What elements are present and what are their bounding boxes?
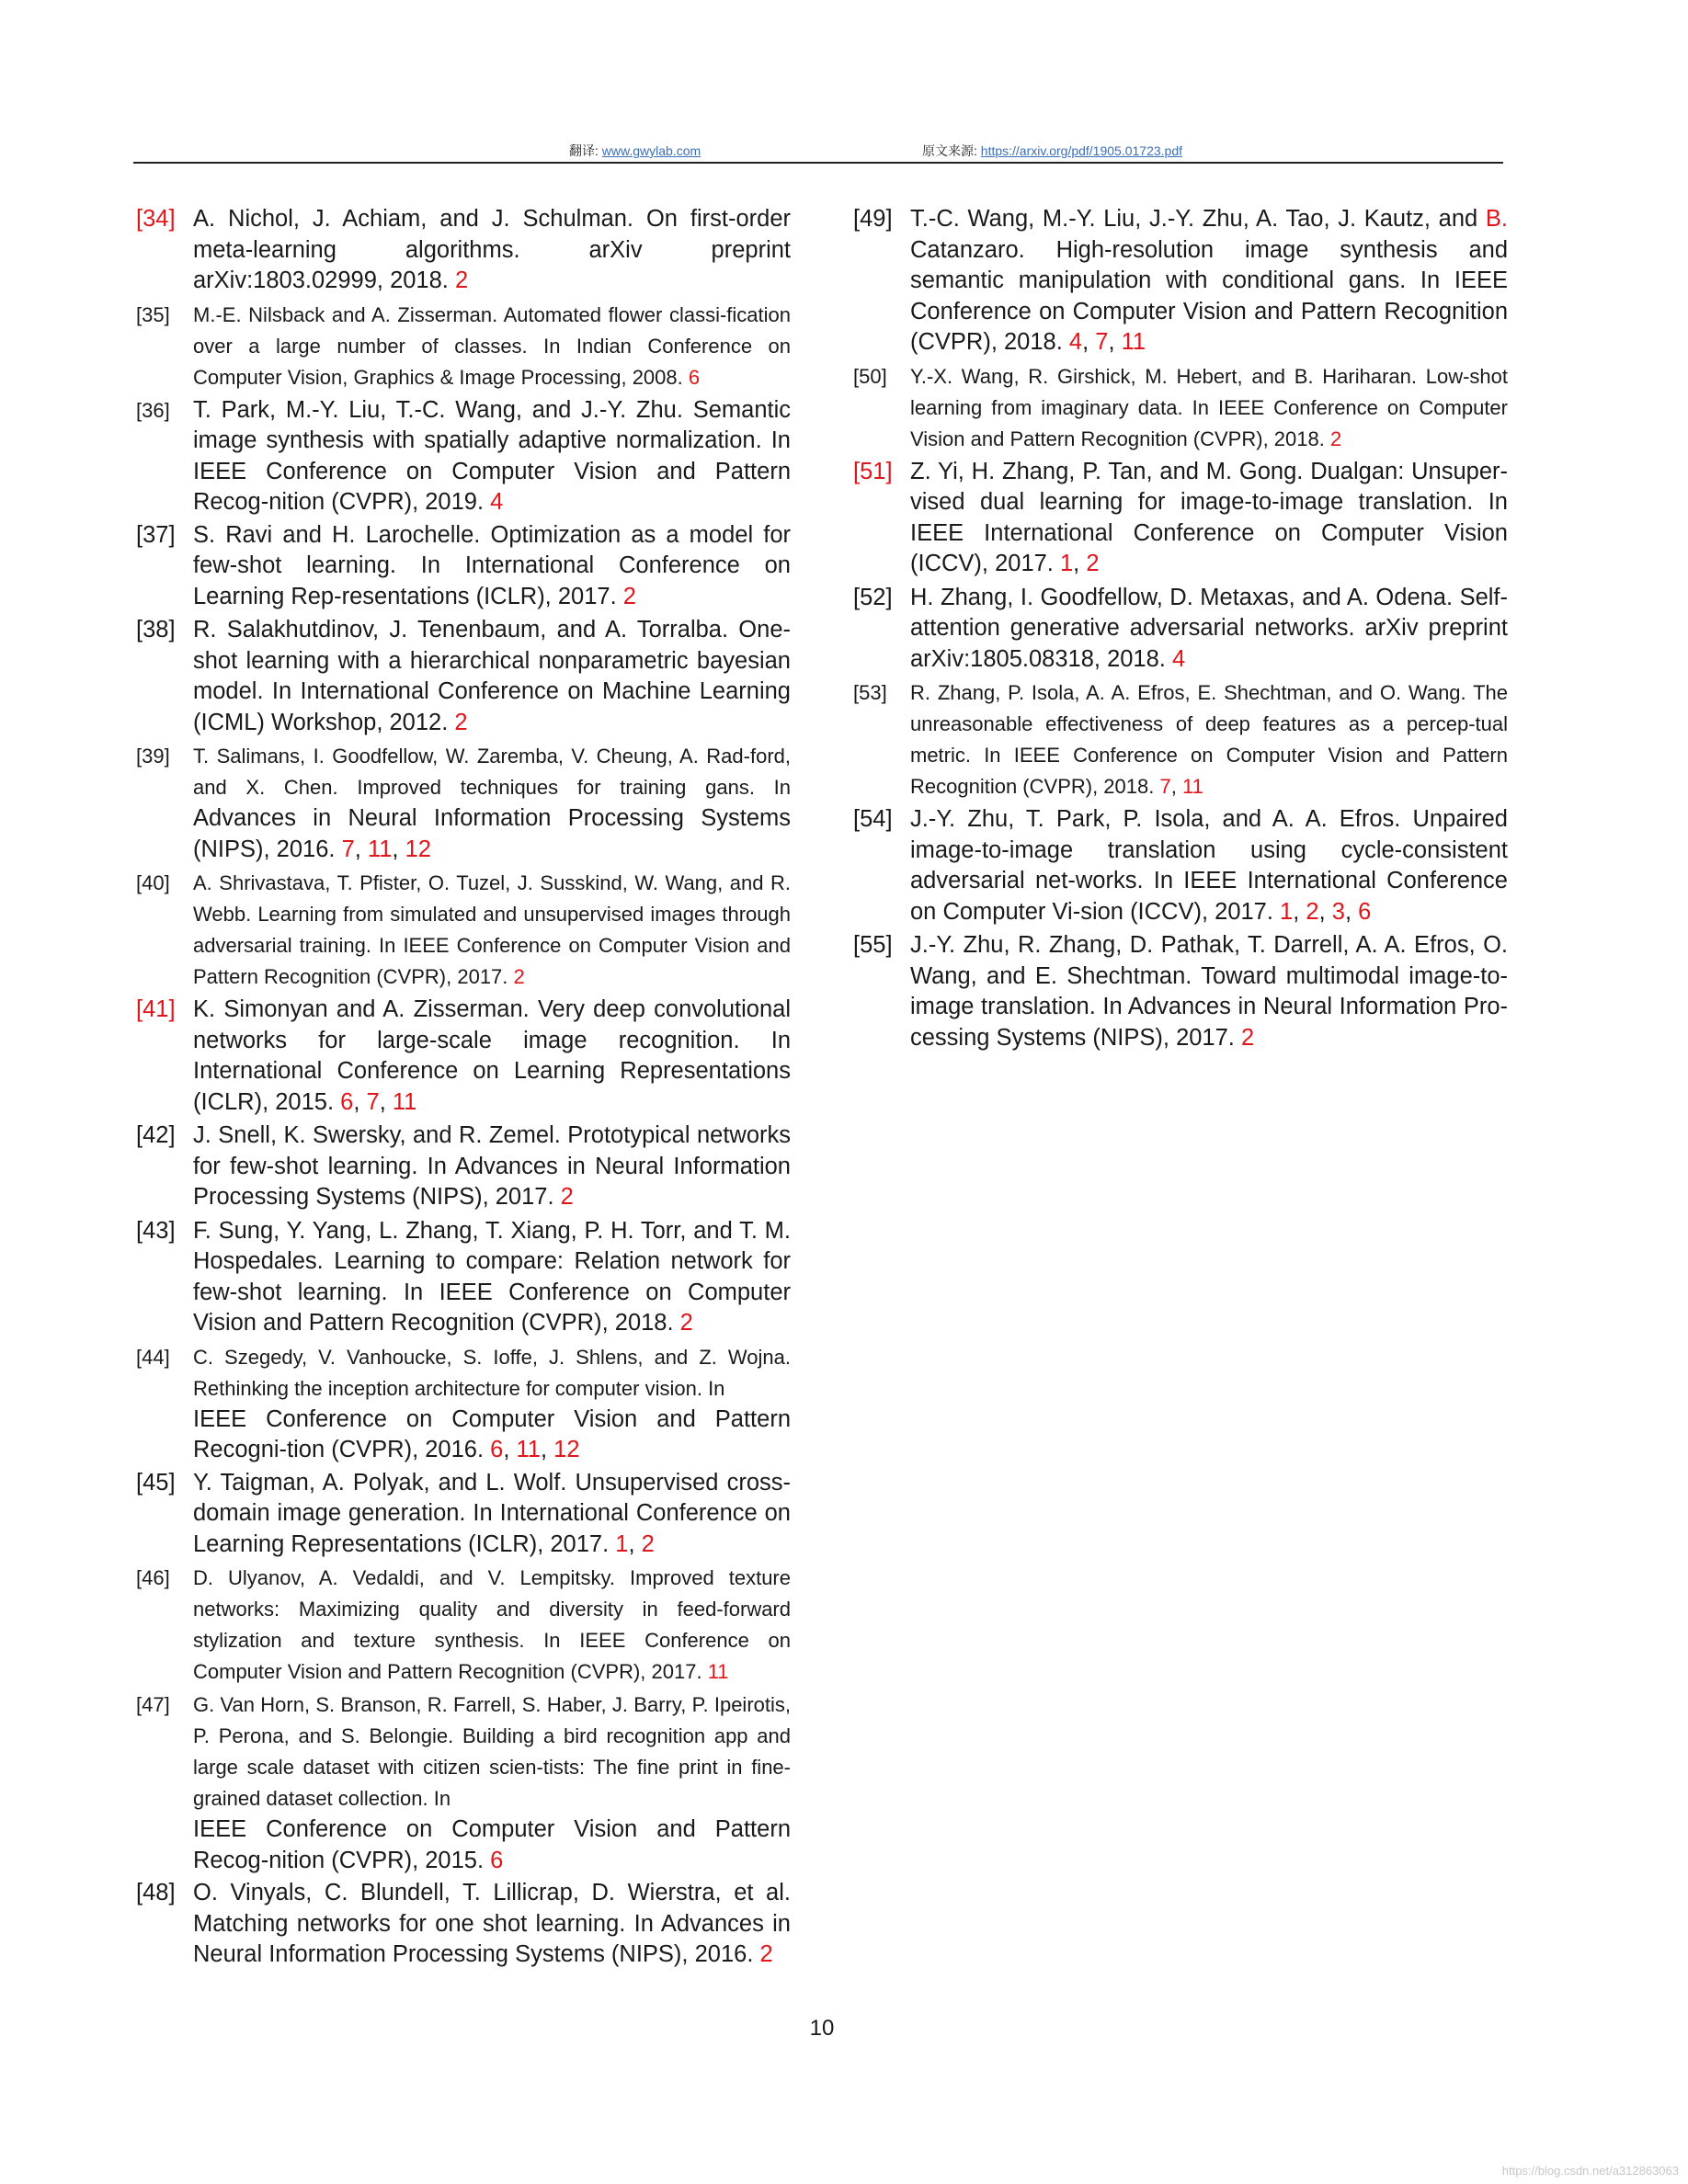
reference-text: J.-Y. Zhu, R. Zhang, D. Pathak, T. Darrell, A. A. Efros, O. Wang, and E. Shechtman. Toward multimodal image-to-image translation. In Advances in Neural Information Pro-cessing Systems (NIPS), 2017. (910, 932, 1508, 1051)
reference-number: [37] (136, 521, 176, 548)
reference-48 (136, 1878, 791, 1971)
reference-text: R. Zhang, P. Isola, A. A. Efros, E. Shechtman, and O. Wang. The unreasonable effectiveness of deep features as a percep-tual metric. In IEEE Conference on Computer Vision and Pattern Recognition (CVPR), 2018. (910, 681, 1508, 798)
backref-link[interactable]: 7 (341, 836, 355, 862)
reference-number: [45] (136, 1469, 176, 1496)
reference-text: M.-E. Nilsback and A. Zisserman. Automated flower classi-fication over a large number of classes. In Indian Conference on Computer Vision, Graphics & Image Processing, 2008. (193, 302, 791, 389)
backref-link[interactable]: 2 (1329, 427, 1342, 450)
reference-text: G. Van Horn, S. Branson, R. Farrell, S. Haber, J. Barry, P. Ipeirotis, P. Perona, and S. Belongie. Building a bird recognition app and large scale dataset with citizen scien-tists: The fine print in fine-grained dataset collection. In (193, 1693, 791, 1810)
source-credit (922, 142, 1182, 160)
source-link[interactable]: https://arxiv.org/pdf/1905.01723.pdf (980, 143, 1183, 158)
backref-link[interactable]: 11 (516, 1437, 541, 1462)
backref-link[interactable]: 11 (367, 836, 393, 862)
backref-link[interactable]: 6 (340, 1088, 354, 1115)
backref-pages: 1, 2, 3, 6 (1280, 898, 1372, 925)
reference-number: [39] (136, 745, 170, 768)
reference-45 (136, 1468, 791, 1561)
backref-link[interactable]: 2 (454, 709, 468, 735)
reference-text: Y. Taigman, A. Polyak, and L. Wolf. Unsupervised cross-domain image generation. In International Conference on Learning Representations (ICLR), 2017. (193, 1469, 791, 1557)
reference-40 (136, 868, 791, 993)
backref-link[interactable]: 2 (560, 1184, 574, 1210)
backref-pages (623, 584, 636, 609)
backref-link[interactable]: 7 (1159, 775, 1171, 798)
backref-pages (1330, 427, 1341, 450)
reference-venue (193, 1814, 791, 1876)
backref-pages: 7, 11, 12 (341, 836, 431, 862)
reference-52 (853, 583, 1508, 676)
reference-text: Y.-X. Wang, R. Girshick, M. Hebert, and B. Hariharan. Low-shot learning from imaginary data. In IEEE Conference on Computer Vision and Pattern Recognition (CVPR), 2018. (910, 364, 1508, 450)
backref-link[interactable]: 2 (1240, 1024, 1255, 1051)
reference-number: [44] (136, 1345, 170, 1369)
reference-50 (853, 361, 1508, 455)
translation-credit (569, 142, 701, 160)
reference-54 (853, 804, 1508, 927)
reference-number: [46] (136, 1566, 170, 1589)
reference-43 (136, 1216, 791, 1339)
backref-pages (689, 366, 700, 389)
reference-number: [42] (136, 1122, 176, 1148)
reference-37 (136, 520, 791, 613)
backref-link[interactable]: 6 (688, 365, 701, 389)
reference-number: [54] (853, 806, 893, 832)
reference-venue: IEEE Conference on Computer Vision and Pattern Recog-nition (CVPR), 2019. (193, 458, 791, 515)
reference-text: J.-Y. Zhu, T. Park, P. Isola, and A. A. Efros. Unpaired image-to-image translation using cycle-consistent adversarial net-works. In IEEE International Conference on Computer Vi-sion (ICCV), 2017. (910, 806, 1508, 925)
watermark: https://blog.csdn.net/a312863063 (1501, 2164, 1679, 2178)
reference-46 (136, 1563, 791, 1688)
backref-pages (760, 1941, 773, 1967)
reference-number: [43] (136, 1217, 176, 1244)
reference-49 (853, 204, 1508, 358)
backref-link[interactable]: 2 (454, 267, 469, 293)
backref-pages (680, 1310, 693, 1336)
reference-venue-text: Advances in Neural Information Processing Systems (NIPS), 2016. (193, 805, 791, 862)
reference-number: [36] (136, 398, 170, 422)
references-left-column (136, 204, 791, 1974)
backref-link[interactable]: 12 (405, 836, 431, 862)
reference-text-continued: Catanzaro. High-resolution image synthesis and semantic manipulation with conditional gans. In IEEE Conference on Computer Vision and Pattern Recognition (CVPR), 2018. (910, 236, 1508, 355)
reference-number: [40] (136, 871, 170, 894)
backref-pages (561, 1184, 574, 1210)
backref-link[interactable]: 11 (392, 1088, 417, 1115)
reference-text: F. Sung, Y. Yang, L. Zhang, T. Xiang, P. H. Torr, and T. M. Hospedales. Learning to compare: Relation network for few-shot learning. In IEEE Conference on Computer Vision and Pattern Recognition (CVPR), 2018. (193, 1217, 791, 1336)
reference-text: R. Salakhutdinov, J. Tenenbaum, and A. Torralba. One-shot learning with a hierarchical nonparametric bayesian model. In International Conference on Machine Learning (ICML) Workshop, 2012. (193, 617, 791, 735)
reference-venue (193, 1405, 791, 1466)
reference-text: A. Nichol, J. Achiam, and J. Schulman. On first-order meta-learning algorithms. arXiv preprint arXiv:1803.02999, 2018. (193, 206, 791, 293)
backref-link[interactable]: 7 (366, 1088, 380, 1115)
backref-pages (1241, 1025, 1254, 1051)
backref-pages (455, 267, 468, 293)
backref-link[interactable]: 11 (707, 1660, 729, 1683)
reference-38 (136, 615, 791, 738)
reference-text-part: T. Park, M.-Y. Liu, T.-C. Wang, and J.-Y. Zhu. Semantic image synthesis with spatially adaptive normalization. In (193, 396, 791, 453)
reference-text: T. Salimans, I. Goodfellow, W. Zaremba, V. Cheung, A. Rad-ford, and X. Chen. Improved techniques for training gans. In (193, 745, 791, 799)
reference-number: [52] (853, 584, 893, 610)
reference-text: J. Snell, K. Swersky, and R. Zemel. Prototypical networks for few-shot learning. In Advances in Neural Information Processing Systems (NIPS), 2017. (193, 1122, 791, 1210)
reference-number[interactable]: [41] (136, 996, 176, 1022)
backref-link[interactable]: 4 (490, 489, 504, 515)
backref-pages: 1, 2 (615, 1530, 655, 1557)
backref-link[interactable]: 4 (1171, 645, 1186, 672)
reference-number: [47] (136, 1693, 170, 1716)
backref-link[interactable]: 4 (1068, 329, 1083, 355)
reference-number: [55] (853, 932, 893, 958)
backref-link[interactable]: 11 (1181, 775, 1203, 798)
reference-number: [35] (136, 302, 170, 326)
backref-link[interactable]: 1 (615, 1530, 629, 1557)
backref-pages: 6, 7, 11 (340, 1088, 417, 1115)
reference-47 (136, 1689, 791, 1876)
backref-link[interactable]: 2 (513, 965, 525, 988)
backref-pages (490, 489, 503, 515)
backref-pages: 7, 11 (1159, 775, 1203, 798)
backref-pages (490, 1848, 503, 1873)
backref-link[interactable]: 2 (759, 1941, 773, 1967)
reference-number: [53] (853, 681, 887, 704)
reference-35 (136, 300, 791, 393)
backref-link[interactable]: 7 (1095, 329, 1109, 355)
reference-53 (853, 677, 1508, 802)
reference-number: [50] (853, 364, 887, 388)
translate-link[interactable]: www.gwylab.com (601, 143, 701, 158)
backref-link[interactable]: 6 (490, 1847, 504, 1873)
backref-pages (514, 965, 525, 988)
translate-label: 翻译: (569, 143, 599, 158)
backref-pages (454, 710, 467, 735)
reference-text: O. Vinyals, C. Blundell, T. Lillicrap, D. Wierstra, et al. Matching networks for one shot learning. In Advances in Neural Information Processing Systems (NIPS), 2016. (193, 1880, 791, 1967)
source-label: 原文来源: (922, 143, 977, 158)
backref-pages: 4, 7, 11 (1068, 329, 1146, 355)
reference-text (193, 395, 791, 518)
reference-39 (136, 741, 791, 866)
reference-text: D. Ulyanov, A. Vedaldi, and V. Lempitsky. Improved texture networks: Maximizing quality and diversity in feed-forward stylization and texture synthesis. In IEEE Conference on Computer Vision and Pattern Recognition (CVPR), 2017. (193, 1566, 791, 1683)
backref-link[interactable]: 2 (641, 1530, 655, 1557)
reference-44 (136, 1342, 791, 1466)
references-right-column (853, 204, 1508, 1056)
reference-number: [38] (136, 617, 176, 643)
reference-text: A. Shrivastava, T. Pfister, O. Tuzel, J. Susskind, W. Wang, and R. Webb. Learning from simulated and unsupervised images through adversarial training. In IEEE Conference on Computer Vision and Pattern Recognition (CVPR), 2017. (193, 871, 791, 988)
backref-link[interactable]: 11 (1121, 329, 1146, 355)
reference-venue-text: IEEE Conference on Computer Vision and Pattern Recog-nition (CVPR), 2015. (193, 1816, 791, 1873)
backref-link[interactable]: 2 (679, 1310, 693, 1336)
backref-link[interactable]: 1 (1280, 898, 1294, 925)
reference-venue-text: IEEE Conference on Computer Vision and Pattern Recogni-tion (CVPR), 2016. (193, 1405, 791, 1462)
backref-pages (708, 1660, 729, 1683)
translation-header (133, 140, 1503, 164)
reference-text: C. Szegedy, V. Vanhoucke, S. Ioffe, J. Shlens, and Z. Wojna. Rethinking the inception architecture for computer vision. In (193, 1345, 791, 1400)
reference-number: [48] (136, 1880, 176, 1905)
backref-link[interactable]: 6 (1358, 898, 1372, 925)
reference-venue (193, 805, 791, 862)
reference-41 (136, 995, 791, 1118)
backref-link[interactable]: 3 (1331, 898, 1345, 925)
reference-text: K. Simonyan and A. Zisserman. Very deep convolutional networks for large-scale image recognition. In International Conference on Learning Representations (ICLR), 2015. (193, 996, 791, 1115)
backref-link[interactable]: 2 (622, 583, 636, 609)
reference-number[interactable]: [51] (853, 458, 893, 484)
backref-pages: 1, 2 (1059, 551, 1100, 576)
reference-42 (136, 1120, 791, 1213)
backref-link[interactable]: 1 (1059, 551, 1074, 576)
reference-51 (853, 457, 1508, 580)
backref-pages: 6, 11, 12 (490, 1437, 580, 1462)
backref-link[interactable]: 6 (490, 1437, 504, 1462)
reference-55 (853, 930, 1508, 1053)
backref-link[interactable]: 2 (1086, 551, 1100, 576)
page-number: 10 (809, 2016, 835, 2041)
reference-number: [49] (853, 206, 893, 232)
reference-text: H. Zhang, I. Goodfellow, D. Metaxas, and A. Odena. Self-attention generative adversarial networks. arXiv preprint arXiv:1805.08318, 2018. (910, 584, 1508, 672)
backref-link[interactable]: 12 (553, 1437, 580, 1462)
reference-text: Z. Yi, H. Zhang, P. Tan, and M. Gong. Dualgan: Unsuper-vised dual learning for image-to-image translation. In IEEE International Conference on Computer Vision (ICCV), 2017. (910, 458, 1508, 576)
backref-pages (1172, 646, 1185, 672)
reference-36 (136, 395, 791, 518)
backref-link[interactable]: 2 (1306, 898, 1319, 925)
reference-text: S. Ravi and H. Larochelle. Optimization as a model for few-shot learning. In International Conference on Learning Rep-resentations (ICLR), 2017. (193, 521, 791, 609)
reference-text: T.-C. Wang, M.-Y. Liu, J.-Y. Zhu, A. Tao, J. Kautz, and (910, 206, 1478, 232)
reference-34 (136, 204, 791, 297)
author-initial-link[interactable]: B. (1485, 206, 1508, 232)
reference-number[interactable]: [34] (136, 206, 176, 232)
